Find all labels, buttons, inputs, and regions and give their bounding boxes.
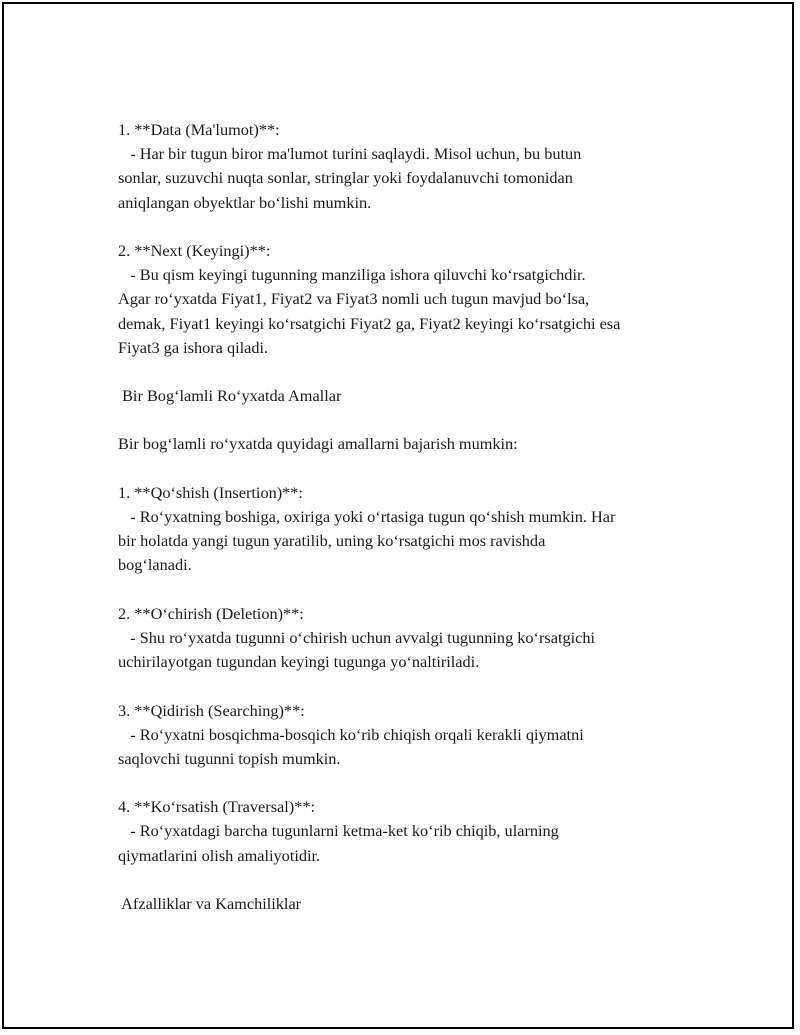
text-line: demak, Fiyat1 keyingi ko‘rsatgichi Fiyat2 ga, Fiyat2 keyingi ko‘rsatgichi esa (118, 313, 621, 333)
text-line: 2. **Next (Keyingi)**: (118, 240, 271, 260)
text-line: Bir bog‘lamli ro‘yxatda quyidagi amallarni bajarish mumkin: (118, 434, 518, 454)
text-line: qiymatlarini olish amaliyotidir. (118, 845, 321, 865)
paragraph (118, 795, 718, 868)
paragraph-gap (118, 360, 718, 384)
text-line: Agar ro‘yxatda Fiyat1, Fiyat2 va Fiyat3 nomli uch tugun mavjud bo‘lsa, (118, 289, 590, 309)
paragraph-gap (118, 771, 718, 795)
paragraph-gap (118, 408, 718, 432)
paragraph-gap (118, 215, 718, 239)
text-line: saqlovchi tugunni topish mumkin. (118, 748, 341, 768)
text-line: bir holatda yangi tugun yaratilib, uning ko‘rsatgichi mos ravishda (118, 531, 546, 551)
text-line: Fiyat3 ga ishora qiladi. (118, 337, 269, 357)
text-line: Afzalliklar va Kamchiliklar (118, 894, 302, 913)
text-line: 1. **Data (Ma'lumot)**: (118, 120, 280, 139)
text-line: uchirilayotgan tugundan keyingi tugunga yo‘naltiriladi. (118, 652, 480, 672)
paragraph (118, 892, 718, 916)
text-line: - Ro‘yxatni bosqichma-bosqich ko‘rib chiqish orqali kerakli qiymatni (118, 724, 584, 744)
text-line: 4. **Ko‘rsatish (Traversal)**: (118, 797, 316, 817)
text-line: - Shu ro‘yxatda tugunni o‘chirish uchun avvalgi tugunning ko‘rsatgichi (118, 627, 596, 647)
paragraph (118, 699, 718, 772)
text-line: - Ro‘yxatdagi barcha tugunlarni ketma-ket ko‘rib chiqib, ularning (118, 821, 559, 841)
text-line: 3. **Qidirish (Searching)**: (118, 700, 305, 720)
text-line: 1. **Qo‘shish (Insertion)**: (118, 482, 303, 502)
paragraph-gap (118, 868, 718, 892)
paragraph (118, 239, 718, 360)
paragraph (118, 118, 718, 215)
text-line: - Ro‘yxatning boshiga, oxiriga yoki o‘rtasiga tugun qo‘shish mumkin. Har (118, 507, 616, 526)
paragraph (118, 481, 718, 578)
text-line: Bir Bog‘lamli Ro‘yxatda Amallar (118, 386, 342, 406)
text-line: - Bu qism keyingi tugunning manziliga ishora qiluvchi ko‘rsatgichdir. (118, 265, 586, 285)
paragraph (118, 384, 718, 408)
text-line: 2. **O‘chirish (Deletion)**: (118, 603, 304, 623)
paragraph-gap (118, 674, 718, 698)
text-line: bog‘lanadi. (118, 555, 192, 575)
paragraph-gap (118, 578, 718, 602)
text-line: aniqlangan obyektlar bo‘lishi mumkin. (118, 192, 372, 212)
text-line: sonlar, suzuvchi nuqta sonlar, stringlar yoki foydalanuvchi tomonidan (118, 168, 573, 188)
document-body (118, 118, 718, 916)
paragraph-gap (118, 457, 718, 481)
text-line: - Har bir tugun biror ma'lumot turini saqlaydi. Misol uchun, bu butun (118, 144, 582, 164)
paragraph (118, 602, 718, 675)
paragraph (118, 432, 718, 456)
